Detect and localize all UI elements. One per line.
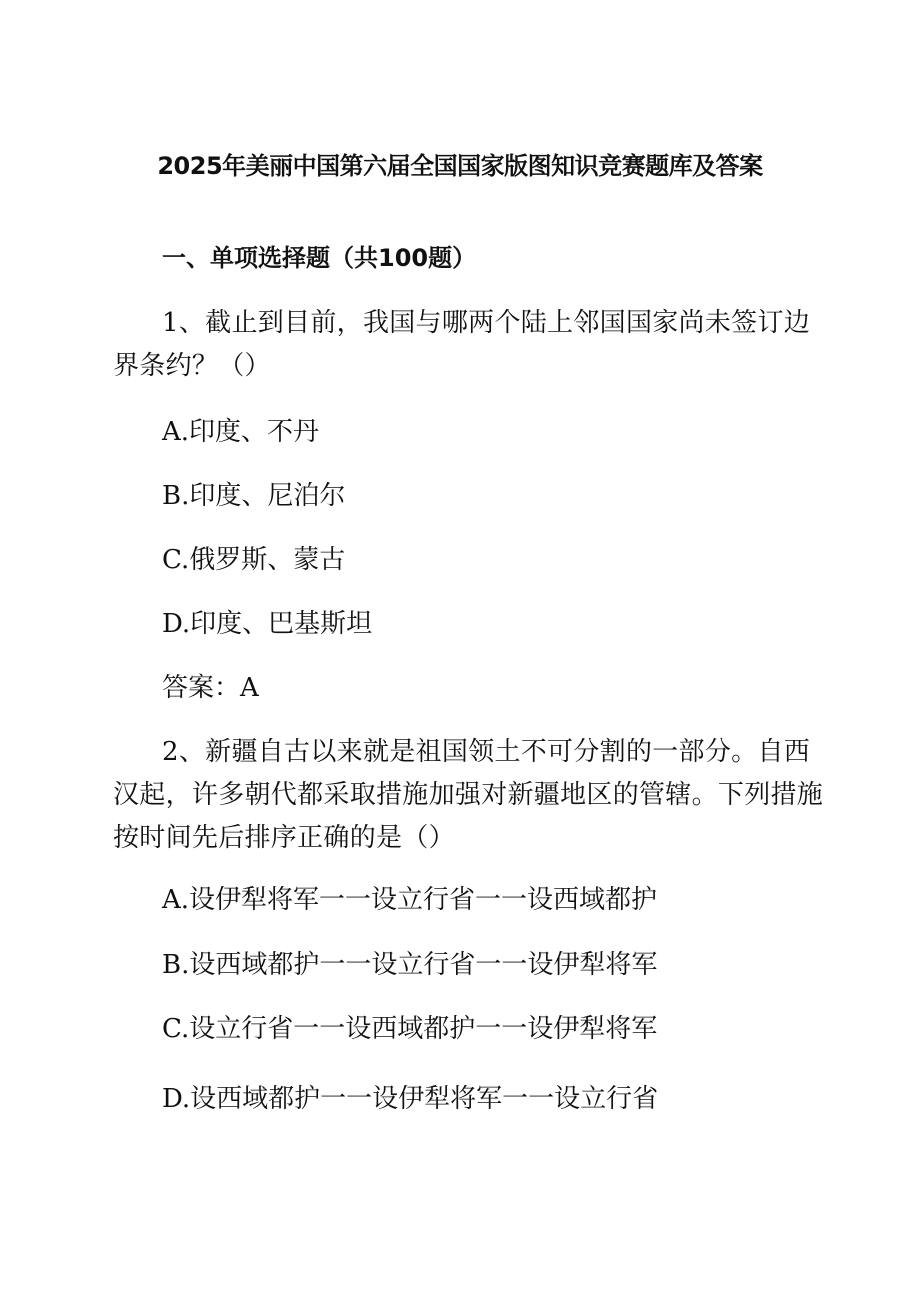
question-1-option-d: D.印度、巴基斯坦 [162, 609, 373, 639]
question-2-option-d: D.设西域都护一一设伊犁将军一一设立行省 [162, 1084, 659, 1114]
question-1-option-c: C.俄罗斯、蒙古 [162, 545, 346, 575]
question-1-answer: 答案：A [162, 673, 259, 703]
question-2-option-b: B.设西域都护一一设立行省一一设伊犁将军 [162, 950, 658, 980]
question-2-option-a: A.设伊犁将军一一设立行省一一设西域都护 [162, 885, 658, 915]
section-heading: 一、单项选择题（共100题） [162, 244, 477, 272]
document-title: 2025年美丽中国第六届全国国家版图知识竞赛题库及答案 [157, 152, 763, 180]
question-2-stem: 2、新疆自古以来就是祖国领土不可分割的一部分。自西汉起，许多朝代都采取措施加强对新疆地区的管辖。下列措施按时间先后排序正确的是（） [113, 737, 824, 853]
question-2-option-c: C.设立行省一一设西域都护一一设伊犁将军 [162, 1014, 658, 1044]
question-1-option-a: A.印度、不丹 [162, 417, 320, 447]
question-1-option-b: B.印度、尼泊尔 [162, 481, 346, 511]
question-1-stem: 1、截止到目前，我国与哪两个陆上邻国国家尚未签订边界条约？（） [113, 308, 811, 381]
